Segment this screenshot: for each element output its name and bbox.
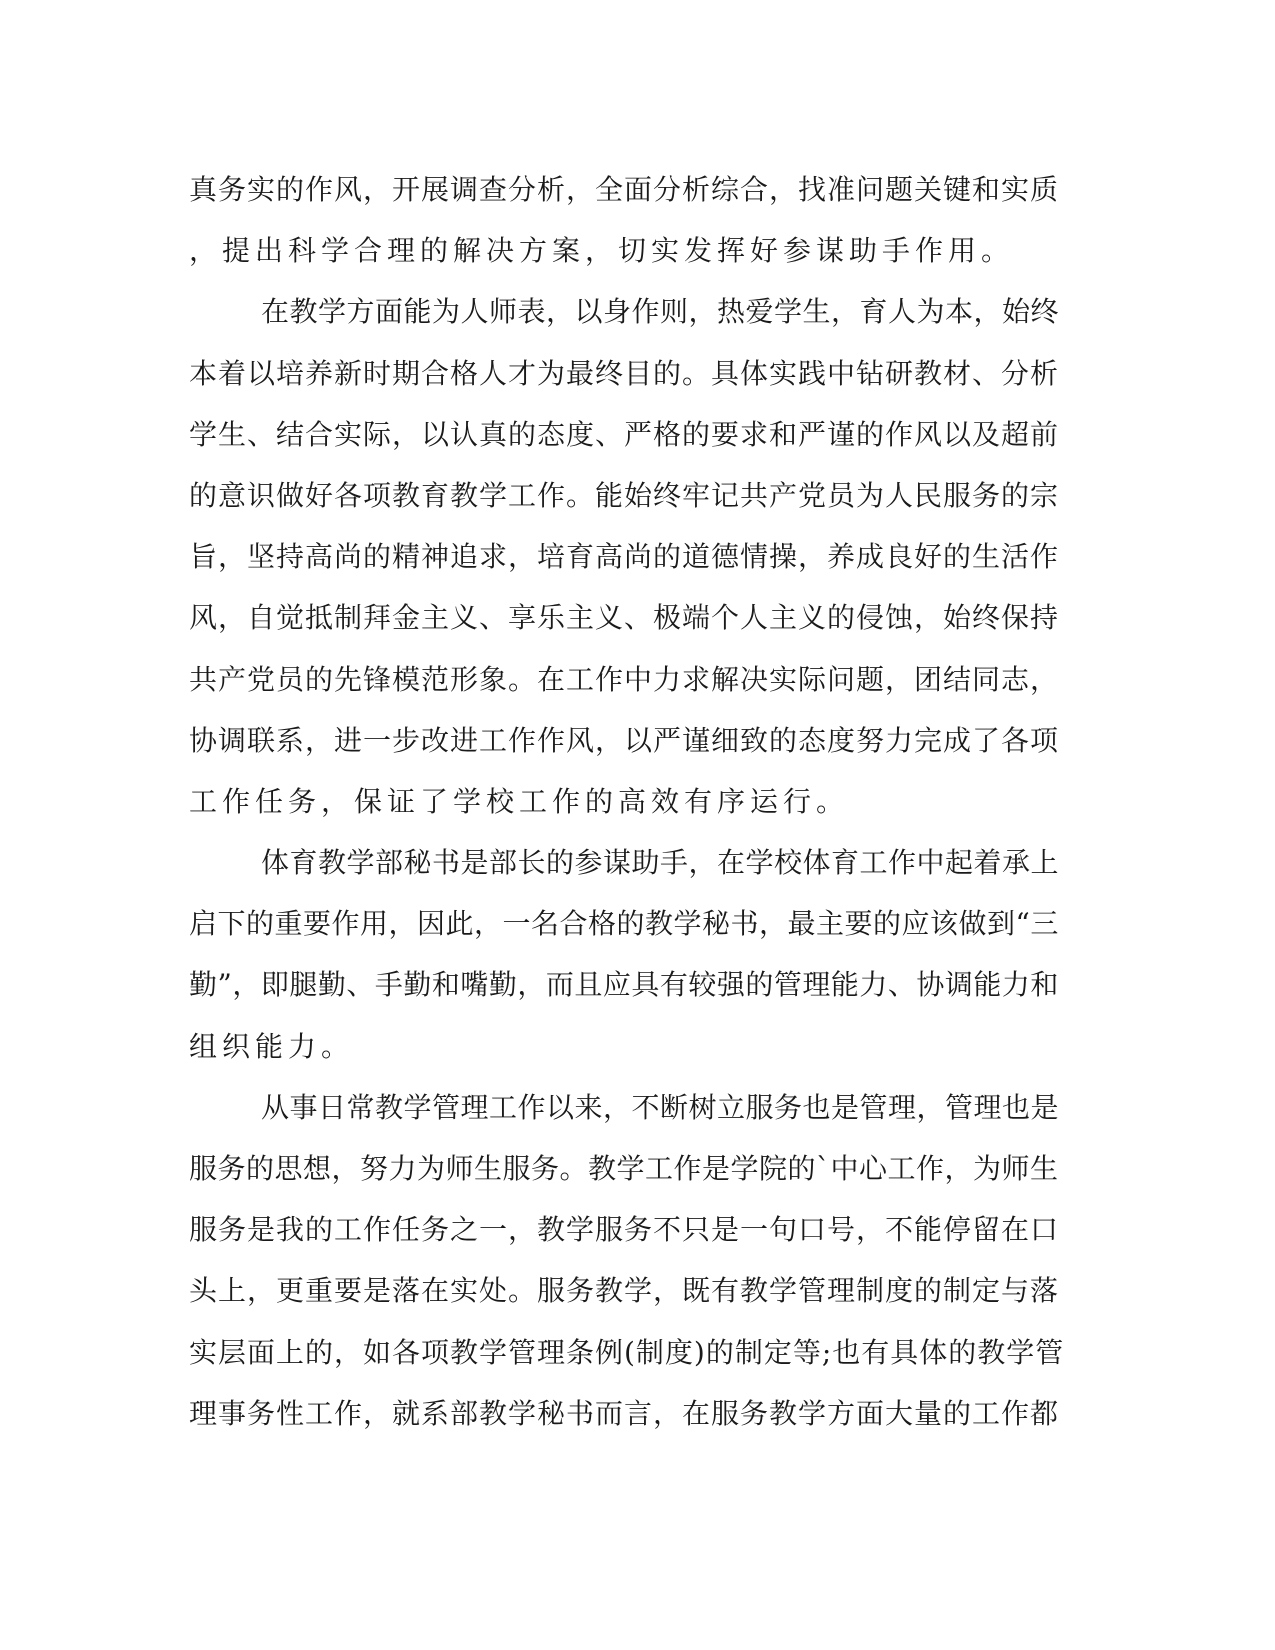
text-line: ，提出科学合理的解决方案，切实发挥好参谋助手作用。 <box>189 234 1015 268</box>
text-line: 旨，坚持高尚的精神追求，培育高尚的道德情操，养成良好的生活作 <box>189 540 1060 574</box>
text-line: 真务实的作风，开展调查分析，全面分析综合，找准问题关键和实质 <box>189 173 1060 206</box>
paragraph <box>189 1077 1069 1444</box>
paragraph <box>189 281 1069 832</box>
text-line: 从事日常教学管理工作以来，不断树立服务也是管理，管理也是 <box>261 1090 1060 1124</box>
document-body <box>189 159 1069 1444</box>
text-line: 头上，更重要是落在实处。服务教学，既有教学管理制度的制定与落 <box>189 1274 1060 1308</box>
paragraph <box>189 832 1069 1077</box>
text-line: 服务是我的工作任务之一，教学服务不只是一句口号，不能停留在口 <box>189 1213 1060 1247</box>
text-line: 协调联系，进一步改进工作作风，以严谨细致的态度努力完成了各项 <box>189 723 1060 757</box>
text-line: 的意识做好各项教育教学工作。能始终牢记共产党员为人民服务的宗 <box>189 478 1060 512</box>
text-line: 服务的思想，努力为师生服务。教学工作是学院的`中心工作，为师生 <box>189 1152 1059 1185</box>
text-line: 风，自觉抵制拜金主义、享乐主义、极端个人主义的侵蚀，始终保持 <box>189 601 1060 635</box>
text-line: 本着以培养新时期合格人才为最终目的。具体实践中钻研教材、分析 <box>189 356 1060 390</box>
text-line: 组织能力。 <box>189 1029 355 1063</box>
text-line: 启下的重要作用，因此，一名合格的教学秘书，最主要的应该做到“三 <box>189 907 1059 941</box>
text-line: 学生、结合实际，以认真的态度、严格的要求和严谨的作风以及超前 <box>189 417 1060 451</box>
text-line: 体育教学部秘书是部长的参谋助手，在学校体育工作中起着承上 <box>261 846 1060 880</box>
text-line: 工作任务，保证了学校工作的高效有序运行。 <box>189 784 850 818</box>
text-line: 在教学方面能为人师表，以身作则，热爱学生，育人为本，始终 <box>261 295 1060 329</box>
text-line: 理事务性工作，就系部教学秘书而言，在服务教学方面大量的工作都 <box>189 1396 1060 1430</box>
text-line: 共产党员的先锋模范形象。在工作中力求解决实际问题，团结同志， <box>189 662 1060 696</box>
paragraph <box>189 159 1069 281</box>
text-line: 勤”，即腿勤、手勤和嘴勤，而且应具有较强的管理能力、协调能力和 <box>189 968 1059 1002</box>
text-line: 实层面上的，如各项教学管理条例(制度)的制定等;也有具体的教学管 <box>189 1335 1065 1369</box>
